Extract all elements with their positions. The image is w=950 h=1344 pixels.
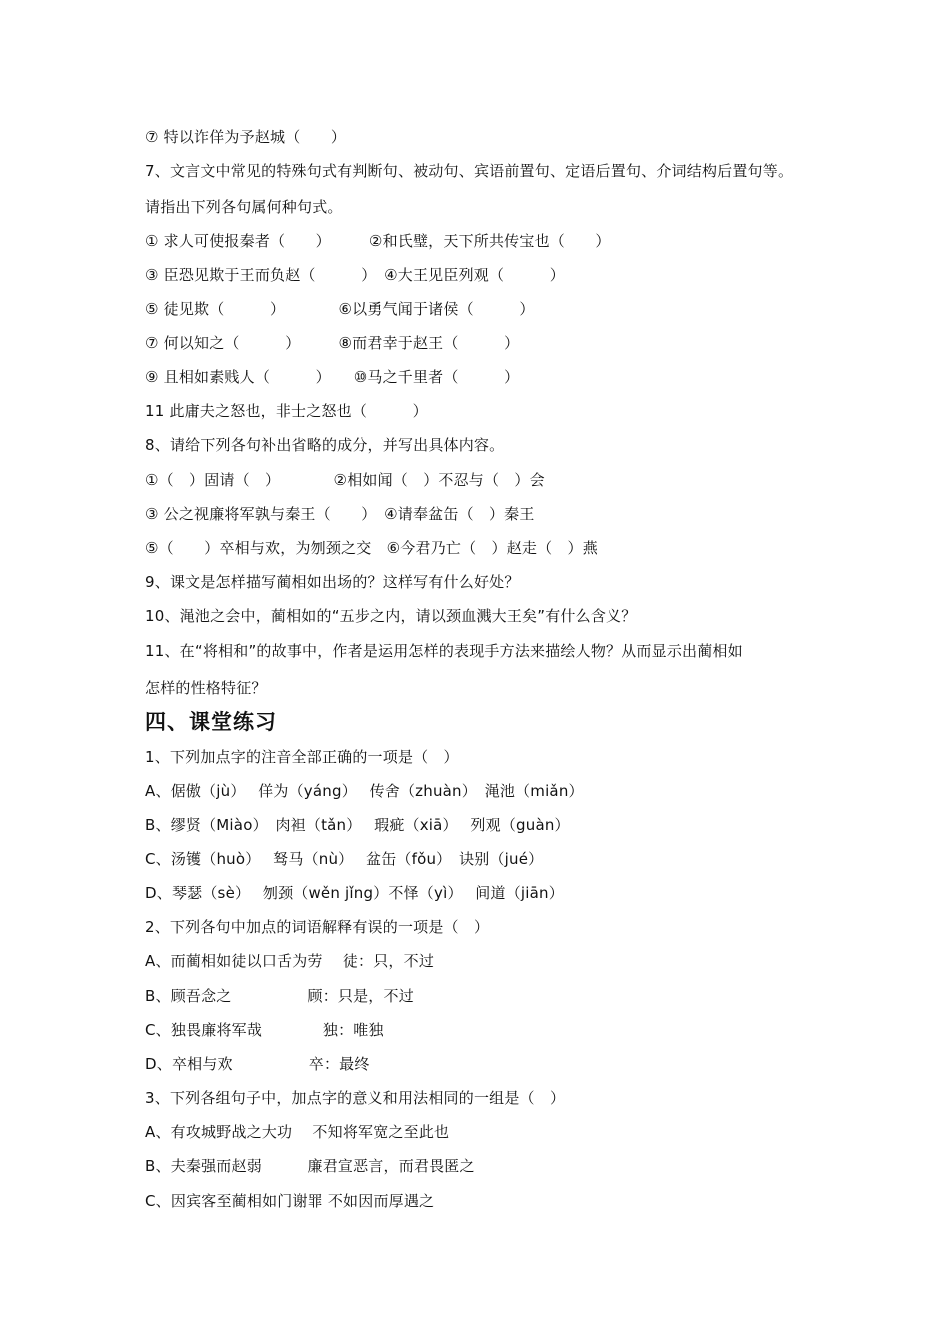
text-line: 8、请给下列各句补出省略的成分，并写出具体内容。	[145, 436, 505, 454]
section-heading: 四、课堂练习	[145, 710, 277, 734]
text-line: 怎样的性格特征？	[145, 679, 267, 697]
exercise-line: 2、下列各句中加点的词语解释有误的一项是（ ）	[145, 918, 490, 936]
exercise-line: B、顾吾念之 顾：只是，不过	[145, 987, 414, 1005]
text-line: ⑨ 且相如素贱人（ ） ⑩马之千里者（ ）	[145, 368, 520, 386]
text-line: ③ 臣恐见欺于王而负赵（ ） ④大王见臣列观（ ）	[145, 266, 565, 284]
text-line: ⑦ 特以诈佯为予赵城（ ）	[145, 128, 347, 146]
text-line: ③ 公之视廉将军孰与秦王（ ） ④请奉盆缶（ ）秦王	[145, 505, 535, 523]
exercise-line: A、倨傲（jù） 佯为（yáng） 传舍（zhuàn） 渑池（miǎn）	[145, 782, 584, 800]
text-line: ⑦ 何以知之（ ） ⑧而君幸于赵王（ ）	[145, 334, 520, 352]
text-line: 请指出下列各句属何种句式。	[145, 198, 343, 216]
text-line: 9、课文是怎样描写蔺相如出场的？这样写有什么好处？	[145, 573, 520, 591]
text-line: ⑤ 徒见欺（ ） ⑥以勇气闻于诸侯（ ）	[145, 300, 535, 318]
exercise-line: B、缪贤（Miào） 肉袒（tǎn） 瑕疵（xiā） 列观（guàn）	[145, 816, 570, 834]
text-line: ⑤（ ）卒相与欢，为刎颈之交 ⑥今君乃亡（ ）赵走（ ）燕	[145, 539, 598, 557]
exercise-line: D、琴瑟（sè） 刎颈（wěn jǐng）不怿（yì） 间道（jiān）	[145, 884, 564, 902]
exercise-line: A、有攻城野战之大功 不知将军宽之至此也	[145, 1123, 450, 1141]
exercise-line: A、而蔺相如徒以口舌为劳 徒：只，不过	[145, 952, 435, 970]
exercise-line: D、卒相与欢 卒：最终	[145, 1055, 370, 1073]
exercise-line: C、独畏廉将军哉 独：唯独	[145, 1021, 384, 1039]
exercise-line: C、因宾客至蔺相如门谢罪 不如因而厚遇之	[145, 1192, 435, 1210]
text-line: ① 求人可使报秦者（ ） ②和氏璧，天下所共传宝也（ ）	[145, 232, 611, 250]
exercise-line: C、汤镬（huò） 驽马（nù） 盆缶（fǒu） 诀别（jué）	[145, 850, 544, 868]
text-line: 10、渑池之会中，蔺相如的“五步之内，请以颈血溅大王矣”有什么含义？	[145, 607, 637, 625]
text-line: 11、在“将相和”的故事中，作者是运用怎样的表现手方法来描绘人物？从而显示出蔺相如	[145, 642, 743, 660]
text-line: 11 此庸夫之怒也，非士之怒也（ ）	[145, 402, 428, 420]
text-line: 7、文言文中常见的特殊句式有判断句、被动句、宾语前置句、定语后置句、介词结构后置句等。	[145, 162, 794, 180]
exercise-line: 3、下列各组句子中，加点字的意义和用法相同的一组是（ ）	[145, 1089, 566, 1107]
exercise-line: 1、下列加点字的注音全部正确的一项是（ ）	[145, 748, 459, 766]
text-line: ①（ ）固请（ ） ②相如闻（ ）不忍与（ ）会	[145, 471, 545, 489]
exercise-line: B、夫秦强而赵弱 廉君宣恶言，而君畏匿之	[145, 1157, 475, 1175]
